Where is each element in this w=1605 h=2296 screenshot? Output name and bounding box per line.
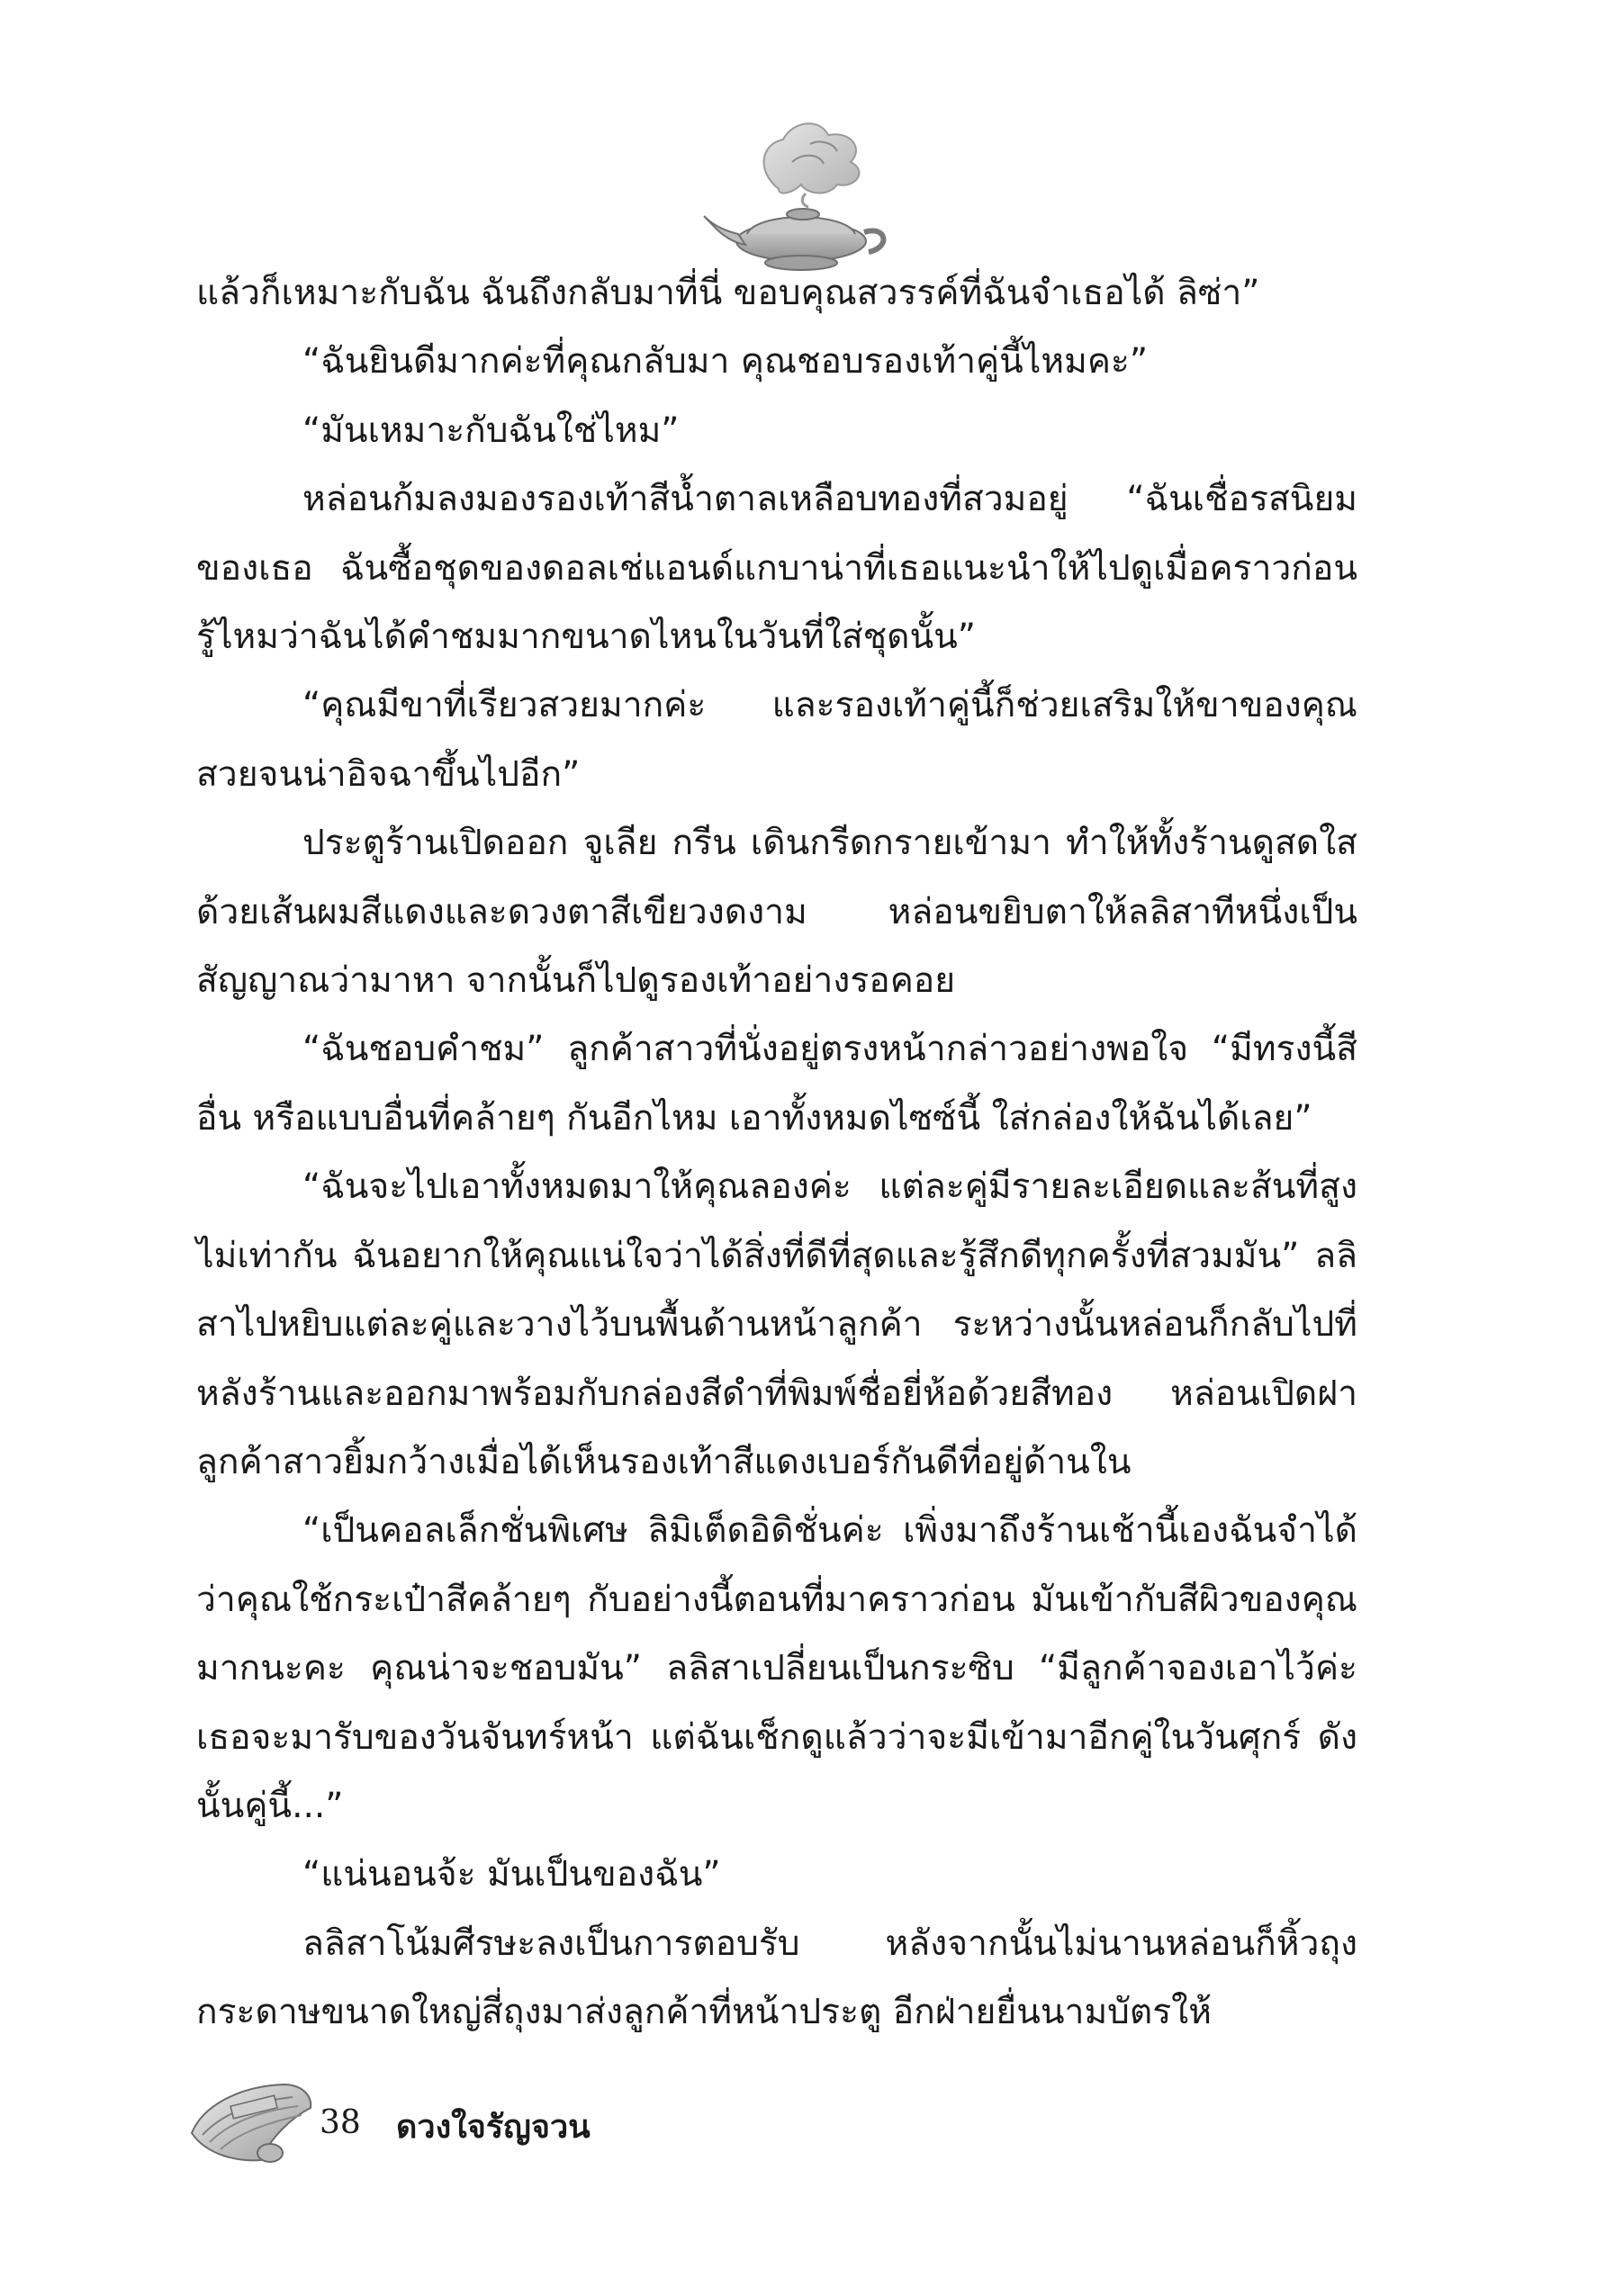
paragraph: “คุณมีขาที่เรียวสวยมากค่ะ และรองเท้าคู่นี้ก็ช่วยเสริมให้ขาของคุณสวยจนน่าอิจฉาขึ้นไปอีก” [196,685,1357,795]
paragraph: “มันเหมาะกับฉันใช่ไหม” [302,410,680,451]
paragraph: แล้วก็เหมาะกับฉัน ฉันถึงกลับมาที่นี่ ขอบคุณสวรรค์ที่ฉันจำเธอได้ ลิซ่า” [196,273,1260,313]
body-text [196,259,1357,2048]
magic-lamp-icon [693,99,900,279]
paragraph: “แน่นอนจ้ะ มันเป็นของฉัน” [302,1854,721,1895]
page-footer [185,2070,743,2196]
paragraph: “ฉันจะไปเอาทั้งหมดมาให้คุณลองค่ะ แต่ละคู่มีรายละเอียดและส้นที่สูงไม่เท่ากัน ฉันอยากให้คุณแน่ใจว่าได้สิ่งที่ดีที่สุดและรู้สึกดีทุกครั้งที่สวมมัน” ลลิสาไปหยิบแต่ละคู่และวางไว้บนพื้นด้านหน้าลูกค้า ระหว่างนั้นหล่อนก็กลับไปที่หลังร้านและออกมาพร้อมกับกล่องสีดำที่พิมพ์ชื่อยี่ห้อด้วยสีทอง หล่อนเปิดฝา ลูกค้าสาวยิ้มกว้างเมื่อได้เห็นรองเท้าสีแดงเบอร์กันดีที่อยู่ด้านใน [196,1166,1357,1482]
newspaper-icon [185,2070,320,2178]
paragraph: หล่อนก้มลงมองรองเท้าสีน้ำตาลเหลือบทองที่สวมอยู่ “ฉันเชื่อรสนิยมของเธอ ฉันซื้อชุดของดอลเช่แอนด์แกบาน่าที่เธอแนะนำให้ไปดูเมื่อคราวก่อน รู้ไหมว่าฉันได้คำชมมากขนาดไหนในวันที่ใส่ชุดนั้น” [196,479,1357,658]
running-title: ดวงใจรัญจวน [396,2109,591,2146]
paragraph: ประตูร้านเปิดออก จูเลีย กรีน เดินกรีดกรายเข้ามา ทำให้ทั้งร้านดูสดใสด้วยเส้นผมสีแดงและดวงตาสีเขียวงดงาม หล่อนขยิบตาให้ลลิสาทีหนึ่งเป็นสัญญาณว่ามาหา จากนั้นก็ไปดูรองเท้าอย่างรอคอย [196,823,1357,1002]
paragraph: “ฉันยินดีมากค่ะที่คุณกลับมา คุณชอบรองเท้าคู่นี้ไหมคะ” [302,341,1149,383]
page-number: 38 [320,2104,361,2141]
paragraph: “เป็นคอลเล็กชั่นพิเศษ ลิมิเต็ดอิดิชั่นค่ะ เพิ่งมาถึงร้านเช้านี้เองฉันจำได้ว่าคุณใช้กระเป๋าสีคล้ายๆ กับอย่างนี้ตอนที่มาคราวก่อน มันเข้ากับสีผิวของคุณมากนะคะ คุณน่าจะชอบมัน” ลลิสาเปลี่ยนเป็นกระซิบ “มีลูกค้าจองเอาไว้ค่ะ เธอจะมารับของวันจันทร์หน้า แต่ฉันเช็กดูแล้วว่าจะมีเข้ามาอีกคู่ในวันศุกร์ ดังนั้นคู่นี้...” [196,1510,1357,1826]
paragraph: “ฉันชอบคำชม” ลูกค้าสาวที่นั่งอยู่ตรงหน้ากล่าวอย่างพอใจ “มีทรงนี้สีอื่น หรือแบบอื่นที่คล้ายๆ กันอีกไหม เอาทั้งหมดไซซ์นี้ ใส่กล่องให้ฉันได้เลย” [196,1029,1357,1139]
paragraph: ลลิสาโน้มศีรษะลงเป็นการตอบรับ หลังจากนั้นไม่นานหล่อนก็หิ้วถุงกระดาษขนาดใหญ่สี่ถุงมาส่งลูกค้าที่หน้าประตู อีกฝ่ายยื่นนามบัตรให้ [196,1922,1357,2033]
